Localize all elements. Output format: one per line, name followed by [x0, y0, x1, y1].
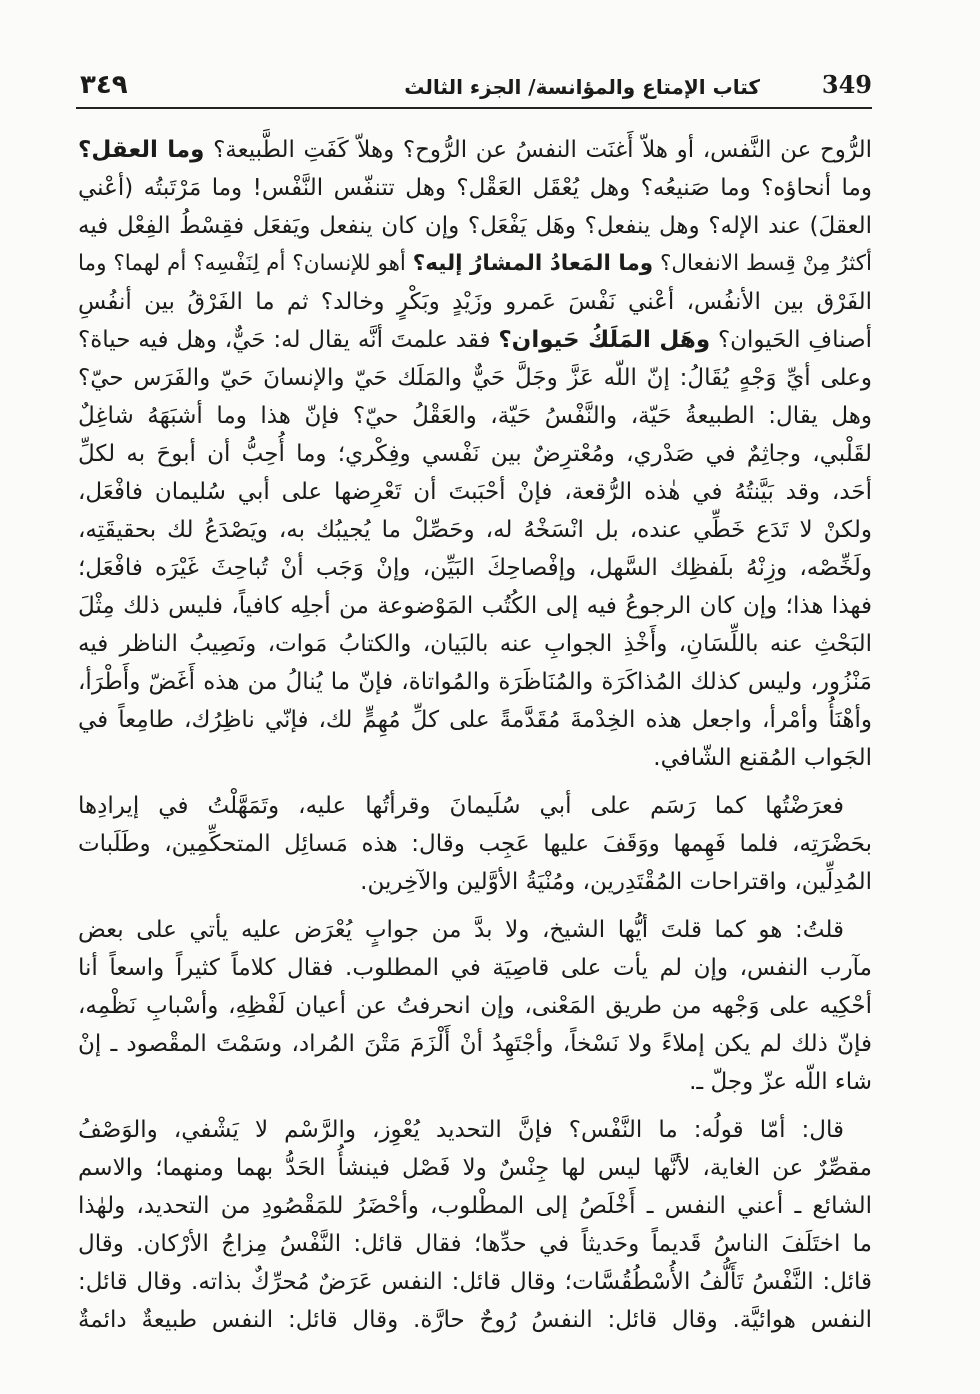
text-line: أحَد، وقد بَيَّنتُهُ في هٰذه الرُّقعة، فإنْ أحْبَبتَ أن تَعْرِضها على أبي سُليمان فافْعَل،	[78, 479, 872, 505]
paragraph	[78, 131, 872, 777]
text-line: البَحْثِ عنه باللِّسَانِ، وأَخْذِ الجوابِ عنه بالبَيان، والكتابُ مَوات، ونَصِيبُ الناظر فيه	[78, 631, 872, 657]
page-number-arabic: ٣٤٩	[80, 70, 128, 100]
text-segment: أصنافِ الحَيوان؟	[717, 327, 873, 353]
text-body	[78, 131, 872, 1339]
text-line: وما أنحاؤه؟ وما صَنيعُه؟ وهل يُعْقَل العَقْل؟ وهل تتنفّس النَّفْس! وما مَرْتَبتُه (أعْني	[78, 175, 872, 201]
bold-question: وهَل المَلَكُ حَيوان؟	[498, 327, 711, 353]
text-line: فإنّ ذلك لم يكن إملاءً ولا نَسْخاً، وأجْتَهِدُ أنْ أَلْزَمَ مَتْنَ المُراد، وسَمْتَ المقْصود ـ إنْ	[78, 1031, 872, 1057]
text-line: مَنْزُور، وليس كذلك المُذاكَرَة والمُنَاظَرَة والمُواتاة، فإنّ ما يُنالُ من هذه أَغَضّ وأَطْرَأ،	[78, 669, 872, 695]
text-segment: أهو للإنسان؟ أم لِنَفْسِه؟ أم لهما؟ وما	[78, 251, 406, 276]
text-line: فعرَضْتُها كما رَسَم على أبي سُلَيمانَ وقرأتُها عليه، وتَمَهَّلْتُ في إيرادِها	[78, 793, 844, 819]
text-line: فهذا هذا؛ وإن كان الرجوعُ فيه إلى الكُتُب المَوْضوعة من أجلِه كافياً، فليس ذلك مِثْلَ	[78, 593, 872, 619]
text-line: وأهْنَأُ وأمْرأ، واجعل هذه الخِدْمةَ مُقَدَّمةً على كلِّ مُهِمٍّ لك، فإنّي ناظِرُك، طامِعاً في	[78, 707, 872, 733]
text-segment: الرُّوح عن النَّفس، أو هلاّ أَغنَت النفسُ عن الرُّوح؟ وهلاّ كَفَتِ الطَّبيعة؟	[213, 137, 873, 163]
text-line	[78, 245, 872, 283]
text-line: وهل يقال: الطبيعةُ حَيّة، والنَّفْسُ حَيّة، والعَقْلُ حيّ؟ فإنّ هذا وما أشبَهَهُ شاغِلٌ	[78, 403, 872, 429]
text-line: الشائع ـ أعني النفس ـ أَخْلَصُ إلى المطْلوب، وأحْضَرُ للمَقْصُودِ من التحديد، ولهٰذا	[78, 1193, 872, 1219]
bold-question: وما العقل؟	[78, 137, 205, 163]
bold-question: وما المَعادُ المشارُ إليه؟	[412, 251, 654, 276]
text-line: قلتُ: هو كما قلتَ أيُّها الشيخ، ولا بدَّ من جوابٍ يُعْرَض عليه يأتي على بعض	[78, 917, 844, 943]
text-line: المُدِلِّين، واقتراحات المُقْتَدِرين، ومُنْيَةُ الأوَّلين والآخِرين.	[360, 869, 872, 895]
paragraph	[78, 1111, 872, 1339]
text-line	[78, 321, 872, 359]
running-title: كتاب الإمتاع والمؤانسة/ الجزء الثالث	[404, 75, 760, 99]
text-line: الجَواب المُقنع الشّافي.	[653, 745, 872, 771]
page-number: 349	[821, 70, 872, 99]
text-line: بحَضْرَتِه، فلما فَهِمها ووَقَفَ عليها عَجِب وقال: هذه مَسائِل المتحكِّمِين، وطَلَبات	[78, 831, 872, 857]
text-line: الفَرْق بين الأنفُس، أعْني نَفْسَ عَمرو وزَيْدٍ وبَكْرٍ وخالد؟ ثم ما الفَرْقُ بين أنفُسِ	[78, 289, 872, 315]
text-line: لقَلْبي، وجاثِمٌ في صَدْري، ومُعْترِضٌ بين نَفْسي وفِكْري؛ وما أُحِبُّ أن أبوحَ به لكلِّ	[78, 441, 872, 467]
text-line: ولكنْ لا تَدَع خَطِّي عنده، بل انْسَخْهُ له، وحَصِّلْ ما يُجيبُك به، ويَصْدَعُ لك بحقيقَتِه،	[78, 517, 872, 543]
text-line: وعلى أيِّ وَجْهٍ يُقَالُ: إنّ اللّه عَزَّ وجَلَّ حَيٌّ والمَلَك حَيّ والإنسانَ حَيّ والفَرَس حيّ؟	[78, 365, 872, 391]
text-line: مقصِّرٌ عن الغاية، لأنَّها ليس لها جِنْسٌ ولا فَصْل فينشأُ الحَدُّ بهما ومنهما؛ والاسم	[78, 1155, 872, 1181]
text-segment: أكثرُ مِنْ قِسط الانفعال؟	[660, 251, 873, 276]
text-line: مآرب النفس، وإن لم يأت على قاصِيَة في المطلوب. فقال كلاماً كثيراً واسعاً أنا	[78, 955, 872, 981]
text-line: أحْكِيه على وَجْهه من طريق المَعْنى، وإن انحرفتُ عن أعيان لَفْظِهِ، وأسْبابِ نَظْمِه،	[78, 993, 872, 1019]
text-line	[78, 131, 872, 169]
text-line: شاء اللّه عزّ وجلّ ـ.	[689, 1069, 872, 1095]
text-line: قائل: النَّفْسُ تَأَلُّفُ الأُسْطُقُسَّات؛ وقال قائل: النفس عَرَضٌ مُحرِّكٌ بذاته. وقال قائل:	[78, 1269, 872, 1295]
text-line: ولَخِّصْه، وزِنْهُ بلَفظِك السَّهل، وإفْصاحِكَ البَيِّن، وإنْ وَجَب أنْ تُباحِثَ غَيْرَه فافْعَل؛	[78, 555, 872, 581]
text-segment: فقد علمتَ أنَّه يقال له: حَيٌّ، وهل فيه حياة؟	[78, 327, 491, 353]
text-line: النفس هوائيَّة. وقال قائل: النفسُ رُوحٌ حارَّة. وقال قائل: النفس طبيعةٌ دائمةٌ	[78, 1307, 872, 1333]
text-line: العقلَ) عند الإله؟ وهل ينفعل؟ وهَل يَفْعَل؟ وإن كان ينفعل ويَفعَل فقِسْطُ الفِعْل فيه	[78, 213, 872, 239]
header-rule	[76, 107, 872, 109]
text-line: قال: أمّا قولُه: ما النَّفْس؟ فإنَّ التحديد يُعْوِز، والرَّسْم لا يَشْفي، والوَصْفُ	[78, 1117, 844, 1143]
text-line: ما اختَلَفَ الناسُ قَديماً وحَديثاً في حدِّها؛ فقال قائل: النَّفْسُ مِزاجُ الأرْكان. وقال	[78, 1231, 872, 1257]
paragraph	[78, 787, 872, 901]
paragraph	[78, 911, 872, 1101]
